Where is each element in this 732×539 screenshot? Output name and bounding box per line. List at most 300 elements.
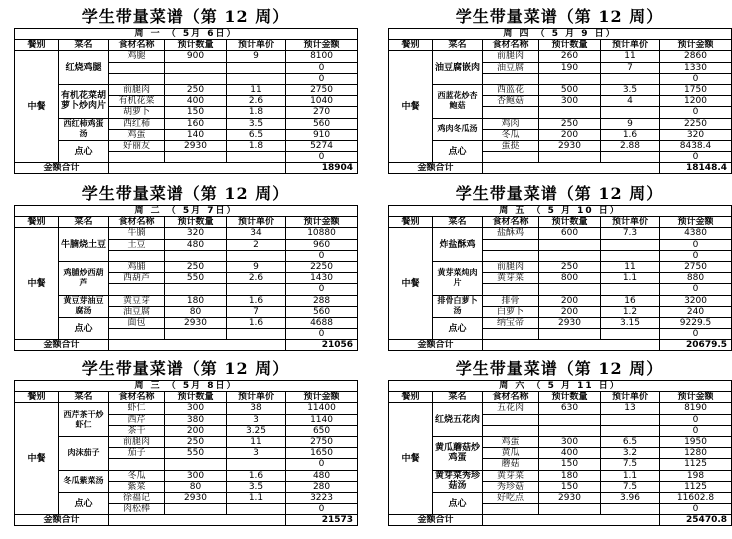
amount: 1330 bbox=[660, 62, 732, 73]
quantity bbox=[539, 504, 601, 515]
amount: 0 bbox=[660, 239, 732, 250]
menu-title: 学生带量菜谱（第 12 周） bbox=[81, 359, 290, 378]
header-row bbox=[15, 217, 358, 228]
ingredient-name: 西葫芦 bbox=[109, 273, 165, 284]
unit-price: 2.6 bbox=[227, 96, 286, 107]
quantity: 150 bbox=[539, 459, 601, 470]
column-header: 菜名 bbox=[433, 392, 483, 403]
ingredient-name bbox=[109, 62, 165, 73]
ingredient-name: 前腿肉 bbox=[109, 436, 165, 447]
total-label: 金额合计 bbox=[15, 340, 109, 351]
total-row bbox=[15, 515, 358, 526]
quantity: 150 bbox=[165, 107, 227, 118]
day-label: 周 三 （ 5月 8日） bbox=[15, 381, 358, 392]
column-header: 餐别 bbox=[15, 217, 59, 228]
amount: 650 bbox=[286, 425, 358, 436]
ingredient-name bbox=[483, 107, 539, 118]
total-row bbox=[389, 163, 732, 174]
unit-price: 2 bbox=[227, 239, 286, 250]
amount: 0 bbox=[286, 152, 358, 163]
amount: 480 bbox=[286, 470, 358, 481]
unit-price: 9 bbox=[227, 51, 286, 62]
unit-price: 11 bbox=[227, 84, 286, 95]
quantity: 320 bbox=[165, 228, 227, 239]
dish-name: 点心 bbox=[59, 317, 109, 339]
ingredient-name: 黄芽菜 bbox=[483, 470, 539, 481]
quantity bbox=[539, 239, 601, 250]
total-amount: 21573 bbox=[286, 515, 358, 526]
quantity: 190 bbox=[539, 62, 601, 73]
dish-name: 西红柿鸡蛋汤 bbox=[59, 118, 109, 140]
ingredient-name: 前腿肉 bbox=[483, 51, 539, 62]
column-header: 预计金额 bbox=[660, 40, 732, 51]
ingredient-name: 面包 bbox=[109, 317, 165, 328]
ingredient-name bbox=[483, 329, 539, 340]
unit-price: 2.88 bbox=[601, 140, 660, 151]
amount: 0 bbox=[660, 329, 732, 340]
table-row bbox=[389, 228, 732, 239]
column-header: 预计单价 bbox=[601, 217, 660, 228]
column-header: 食材名称 bbox=[483, 217, 539, 228]
amount: 270 bbox=[286, 107, 358, 118]
column-header: 菜名 bbox=[59, 392, 109, 403]
amount: 0 bbox=[660, 107, 732, 118]
menu-title: 学生带量菜谱（第 12 周） bbox=[81, 184, 290, 203]
meal-label: 中餐 bbox=[389, 403, 433, 515]
table-row bbox=[15, 403, 358, 414]
amount: 960 bbox=[286, 239, 358, 250]
menu-panel-sat bbox=[388, 358, 731, 526]
ingredient-name: 鸡脯 bbox=[109, 261, 165, 272]
unit-price: 1.1 bbox=[227, 492, 286, 503]
day-label: 周 四 （ 5 月 9 日） bbox=[389, 29, 732, 40]
dish-name: 黄芽菜秀珍菇汤 bbox=[433, 470, 483, 492]
column-header: 餐别 bbox=[15, 392, 59, 403]
table-row bbox=[15, 140, 358, 151]
unit-price: 7.5 bbox=[601, 481, 660, 492]
amount: 3200 bbox=[660, 295, 732, 306]
unit-price bbox=[227, 152, 286, 163]
quantity: 630 bbox=[539, 403, 601, 414]
quantity bbox=[539, 414, 601, 425]
quantity: 380 bbox=[165, 414, 227, 425]
dish-name: 红烧鸡腿 bbox=[59, 51, 109, 85]
quantity: 900 bbox=[165, 51, 227, 62]
total-row bbox=[15, 163, 358, 174]
quantity bbox=[165, 459, 227, 470]
table-row bbox=[389, 317, 732, 328]
amount: 0 bbox=[286, 73, 358, 84]
day-row bbox=[15, 29, 358, 40]
column-header: 预计单价 bbox=[601, 392, 660, 403]
meal-label: 中餐 bbox=[389, 51, 433, 163]
menu-panel-tue bbox=[14, 183, 357, 351]
header-row bbox=[389, 217, 732, 228]
unit-price bbox=[601, 73, 660, 84]
column-header: 预计单价 bbox=[227, 392, 286, 403]
ingredient-name: 茄子 bbox=[109, 448, 165, 459]
quantity: 140 bbox=[165, 129, 227, 140]
unit-price bbox=[227, 504, 286, 515]
unit-price: 1.6 bbox=[227, 317, 286, 328]
unit-price bbox=[601, 414, 660, 425]
quantity: 180 bbox=[165, 295, 227, 306]
unit-price bbox=[227, 329, 286, 340]
dish-name: 鸡脯炒西葫芦 bbox=[59, 261, 109, 295]
quantity: 250 bbox=[165, 436, 227, 447]
column-header: 预计数量 bbox=[539, 40, 601, 51]
unit-price: 1.6 bbox=[227, 470, 286, 481]
unit-price: 1.8 bbox=[227, 140, 286, 151]
amount: 0 bbox=[660, 250, 732, 261]
quantity: 250 bbox=[165, 261, 227, 272]
ingredient-name bbox=[483, 250, 539, 261]
quantity: 250 bbox=[539, 118, 601, 129]
quantity: 400 bbox=[539, 448, 601, 459]
ingredient-name: 杏鲍菇 bbox=[483, 96, 539, 107]
unit-price bbox=[227, 73, 286, 84]
amount: 0 bbox=[660, 414, 732, 425]
total-label: 金额合计 bbox=[389, 163, 483, 174]
column-header: 预计单价 bbox=[601, 40, 660, 51]
quantity bbox=[165, 73, 227, 84]
unit-price: 34 bbox=[227, 228, 286, 239]
menu-title: 学生带量菜谱（第 12 周） bbox=[455, 359, 664, 378]
table-row bbox=[389, 118, 732, 129]
amount: 2860 bbox=[660, 51, 732, 62]
ingredient-name bbox=[483, 284, 539, 295]
dish-name: 黄豆芽油豆腐汤 bbox=[59, 295, 109, 317]
quantity: 180 bbox=[539, 470, 601, 481]
unit-price bbox=[601, 425, 660, 436]
ingredient-name bbox=[109, 329, 165, 340]
ingredient-name: 油豆腐 bbox=[483, 62, 539, 73]
column-header: 菜名 bbox=[59, 217, 109, 228]
ingredient-name: 五花肉 bbox=[483, 403, 539, 414]
amount: 11400 bbox=[286, 403, 358, 414]
amount: 910 bbox=[286, 129, 358, 140]
total-amount: 21056 bbox=[286, 340, 358, 351]
total-spacer bbox=[483, 163, 660, 174]
ingredient-name: 蘑菇 bbox=[483, 459, 539, 470]
quantity: 260 bbox=[539, 51, 601, 62]
amount: 2750 bbox=[660, 261, 732, 272]
quantity: 2930 bbox=[165, 317, 227, 328]
quantity: 2930 bbox=[165, 492, 227, 503]
column-header: 食材名称 bbox=[109, 392, 165, 403]
unit-price: 11 bbox=[601, 261, 660, 272]
quantity bbox=[165, 152, 227, 163]
column-header: 餐别 bbox=[389, 40, 433, 51]
table-row bbox=[389, 295, 732, 306]
ingredient-name bbox=[109, 73, 165, 84]
ingredient-name bbox=[483, 73, 539, 84]
total-row bbox=[15, 340, 358, 351]
unit-price: 3.15 bbox=[601, 317, 660, 328]
amount: 11602.8 bbox=[660, 492, 732, 503]
amount: 280 bbox=[286, 481, 358, 492]
table-row bbox=[15, 470, 358, 481]
quantity: 80 bbox=[165, 481, 227, 492]
amount: 1140 bbox=[286, 414, 358, 425]
dish-name: 黄瓜蘑菇炒鸡蛋 bbox=[433, 436, 483, 470]
unit-price bbox=[601, 504, 660, 515]
dish-name: 点心 bbox=[59, 140, 109, 162]
amount: 0 bbox=[286, 284, 358, 295]
ingredient-name: 西芹 bbox=[109, 414, 165, 425]
amount: 8100 bbox=[286, 51, 358, 62]
ingredient-name: 鸡腿 bbox=[109, 51, 165, 62]
amount: 320 bbox=[660, 129, 732, 140]
unit-price bbox=[601, 329, 660, 340]
day-label: 周 二 （ 5月 7日） bbox=[15, 206, 358, 217]
amount: 0 bbox=[286, 62, 358, 73]
amount: 240 bbox=[660, 306, 732, 317]
unit-price bbox=[227, 459, 286, 470]
column-header: 预计金额 bbox=[286, 217, 358, 228]
quantity: 2930 bbox=[539, 492, 601, 503]
column-header: 菜名 bbox=[433, 217, 483, 228]
quantity: 400 bbox=[165, 96, 227, 107]
unit-price: 3.5 bbox=[227, 118, 286, 129]
column-header: 餐别 bbox=[15, 40, 59, 51]
ingredient-name: 蛋挞 bbox=[483, 140, 539, 151]
ingredient-name bbox=[109, 459, 165, 470]
day-label: 周 五 （ 5 月 10 日） bbox=[389, 206, 732, 217]
unit-price bbox=[601, 239, 660, 250]
ingredient-name: 有机花菜 bbox=[109, 96, 165, 107]
unit-price: 13 bbox=[601, 403, 660, 414]
amount: 1200 bbox=[660, 96, 732, 107]
total-amount: 18904 bbox=[286, 163, 358, 174]
total-amount: 25470.8 bbox=[660, 515, 732, 526]
column-header: 预计金额 bbox=[660, 392, 732, 403]
dish-name: 黄芽菜炖肉片 bbox=[433, 261, 483, 295]
amount: 4380 bbox=[660, 228, 732, 239]
dish-name: 点心 bbox=[433, 317, 483, 339]
menu-table bbox=[14, 205, 358, 351]
quantity: 200 bbox=[165, 425, 227, 436]
quantity: 480 bbox=[165, 239, 227, 250]
amount: 560 bbox=[286, 306, 358, 317]
total-spacer bbox=[109, 163, 286, 174]
total-amount: 18148.4 bbox=[660, 163, 732, 174]
meal-label: 中餐 bbox=[15, 403, 59, 515]
menu-panel-mon bbox=[14, 6, 357, 174]
unit-price: 7.3 bbox=[601, 228, 660, 239]
table-row bbox=[15, 317, 358, 328]
unit-price: 6.5 bbox=[601, 436, 660, 447]
amount: 1650 bbox=[286, 448, 358, 459]
column-header: 菜名 bbox=[59, 40, 109, 51]
amount: 0 bbox=[286, 504, 358, 515]
ingredient-name bbox=[109, 152, 165, 163]
quantity: 250 bbox=[165, 84, 227, 95]
total-label: 金额合计 bbox=[15, 163, 109, 174]
amount: 9229.5 bbox=[660, 317, 732, 328]
amount: 3223 bbox=[286, 492, 358, 503]
amount: 1750 bbox=[660, 84, 732, 95]
quantity: 80 bbox=[165, 306, 227, 317]
ingredient-name: 黄豆芽 bbox=[109, 295, 165, 306]
amount: 560 bbox=[286, 118, 358, 129]
ingredient-name: 黄瓜 bbox=[483, 448, 539, 459]
dish-name: 炸盐酥鸡 bbox=[433, 228, 483, 262]
header-row bbox=[15, 40, 358, 51]
menu-table bbox=[388, 380, 732, 526]
quantity: 200 bbox=[539, 295, 601, 306]
column-header: 预计数量 bbox=[539, 392, 601, 403]
quantity: 300 bbox=[539, 96, 601, 107]
amount: 8438.4 bbox=[660, 140, 732, 151]
column-header: 预计数量 bbox=[165, 40, 227, 51]
table-row bbox=[389, 51, 732, 62]
column-header: 食材名称 bbox=[483, 40, 539, 51]
total-label: 金额合计 bbox=[389, 340, 483, 351]
meal-label: 中餐 bbox=[15, 228, 59, 340]
ingredient-name: 盐酥鸡 bbox=[483, 228, 539, 239]
ingredient-name: 白萝卜 bbox=[483, 306, 539, 317]
quantity bbox=[539, 425, 601, 436]
unit-price bbox=[227, 250, 286, 261]
quantity: 500 bbox=[539, 84, 601, 95]
quantity: 150 bbox=[539, 481, 601, 492]
total-spacer bbox=[109, 515, 286, 526]
amount: 2750 bbox=[286, 436, 358, 447]
quantity: 300 bbox=[165, 403, 227, 414]
unit-price: 1.1 bbox=[601, 273, 660, 284]
day-row bbox=[389, 381, 732, 392]
ingredient-name bbox=[483, 504, 539, 515]
amount: 1125 bbox=[660, 481, 732, 492]
quantity bbox=[539, 73, 601, 84]
unit-price: 9 bbox=[601, 118, 660, 129]
unit-price: 3 bbox=[227, 414, 286, 425]
unit-price: 1.6 bbox=[601, 129, 660, 140]
ingredient-name: 胡萝卜 bbox=[109, 107, 165, 118]
header-row bbox=[15, 392, 358, 403]
column-header: 预计金额 bbox=[660, 217, 732, 228]
unit-price: 4 bbox=[601, 96, 660, 107]
dish-name: 排骨白萝卜汤 bbox=[433, 295, 483, 317]
quantity bbox=[165, 329, 227, 340]
ingredient-name: 秀珍菇 bbox=[483, 481, 539, 492]
amount: 5274 bbox=[286, 140, 358, 151]
amount: 288 bbox=[286, 295, 358, 306]
dish-name: 西芹茶干炒虾仁 bbox=[59, 403, 109, 437]
amount: 1950 bbox=[660, 436, 732, 447]
unit-price: 7.5 bbox=[601, 459, 660, 470]
day-row bbox=[15, 381, 358, 392]
quantity bbox=[539, 107, 601, 118]
unit-price: 3 bbox=[227, 448, 286, 459]
table-row bbox=[15, 84, 358, 95]
dish-name: 油豆腐嵌肉 bbox=[433, 51, 483, 85]
total-label: 金额合计 bbox=[389, 515, 483, 526]
day-label: 周 一 （ 5月 6日） bbox=[15, 29, 358, 40]
amount: 1040 bbox=[286, 96, 358, 107]
menu-table bbox=[14, 380, 358, 526]
unit-price bbox=[601, 107, 660, 118]
table-row bbox=[15, 261, 358, 272]
amount: 0 bbox=[286, 250, 358, 261]
amount: 10880 bbox=[286, 228, 358, 239]
total-label: 金额合计 bbox=[15, 515, 109, 526]
column-header: 食材名称 bbox=[109, 217, 165, 228]
dish-name: 红烧五花肉 bbox=[433, 403, 483, 437]
unit-price: 1.8 bbox=[227, 107, 286, 118]
ingredient-name: 纳宝帝 bbox=[483, 317, 539, 328]
total-spacer bbox=[483, 515, 660, 526]
quantity bbox=[539, 284, 601, 295]
quantity: 550 bbox=[165, 273, 227, 284]
unit-price: 16 bbox=[601, 295, 660, 306]
quantity: 200 bbox=[539, 129, 601, 140]
quantity bbox=[165, 250, 227, 261]
quantity: 2930 bbox=[165, 140, 227, 151]
header-row bbox=[389, 40, 732, 51]
table-row bbox=[15, 118, 358, 129]
quantity bbox=[165, 284, 227, 295]
menu-title: 学生带量菜谱（第 12 周） bbox=[455, 184, 664, 203]
dish-name: 点心 bbox=[59, 492, 109, 514]
amount: 4688 bbox=[286, 317, 358, 328]
table-row bbox=[15, 51, 358, 62]
unit-price: 3.2 bbox=[601, 448, 660, 459]
ingredient-name bbox=[483, 414, 539, 425]
table-row bbox=[15, 295, 358, 306]
table-row bbox=[389, 403, 732, 414]
unit-price: 38 bbox=[227, 403, 286, 414]
quantity: 600 bbox=[539, 228, 601, 239]
ingredient-name bbox=[483, 425, 539, 436]
column-header: 菜名 bbox=[433, 40, 483, 51]
table-row bbox=[389, 84, 732, 95]
dish-name: 冬瓜紫菜汤 bbox=[59, 470, 109, 492]
dish-name: 西蓝花炒杏鲍菇 bbox=[433, 84, 483, 118]
ingredient-name bbox=[109, 250, 165, 261]
ingredient-name: 肉松棒 bbox=[109, 504, 165, 515]
unit-price: 3.5 bbox=[601, 84, 660, 95]
total-amount: 20679.5 bbox=[660, 340, 732, 351]
amount: 0 bbox=[286, 459, 358, 470]
menu-panel-wed bbox=[14, 358, 357, 526]
total-row bbox=[389, 515, 732, 526]
table-row bbox=[389, 140, 732, 151]
ingredient-name: 鸡蛋 bbox=[483, 436, 539, 447]
menu-title: 学生带量菜谱（第 12 周） bbox=[81, 7, 290, 26]
ingredient-name bbox=[109, 284, 165, 295]
table-row bbox=[389, 436, 732, 447]
ingredient-name: 黄芽菜 bbox=[483, 273, 539, 284]
header-row bbox=[389, 392, 732, 403]
dish-name: 鸡肉冬瓜汤 bbox=[433, 118, 483, 140]
dish-name: 牛腩烧土豆 bbox=[59, 228, 109, 262]
quantity: 300 bbox=[165, 470, 227, 481]
meal-label: 中餐 bbox=[15, 51, 59, 163]
ingredient-name: 土豆 bbox=[109, 239, 165, 250]
ingredient-name: 前腿肉 bbox=[109, 84, 165, 95]
unit-price: 11 bbox=[601, 51, 660, 62]
unit-price: 6.5 bbox=[227, 129, 286, 140]
quantity bbox=[165, 62, 227, 73]
total-spacer bbox=[483, 340, 660, 351]
column-header: 预计数量 bbox=[539, 217, 601, 228]
ingredient-name: 冬瓜 bbox=[109, 470, 165, 481]
amount: 8190 bbox=[660, 403, 732, 414]
unit-price: 11 bbox=[227, 436, 286, 447]
amount: 0 bbox=[660, 73, 732, 84]
